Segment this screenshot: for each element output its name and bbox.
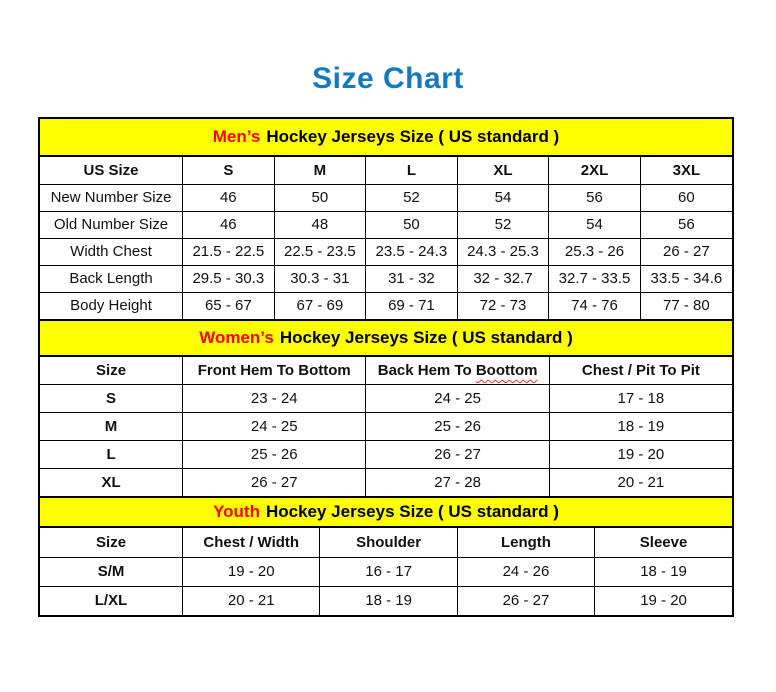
table-cell: 54 (549, 211, 641, 238)
table-cell: 46 (183, 184, 275, 211)
column-header: Sleeve (595, 528, 732, 557)
column-header: Size (40, 357, 183, 385)
mens-header-highlight: Men’s (212, 127, 261, 146)
table-cell: 27 - 28 (366, 469, 549, 497)
table-cell: 33.5 - 34.6 (640, 265, 732, 292)
table-cell: 26 - 27 (457, 586, 594, 615)
table-cell: 52 (457, 211, 549, 238)
table-cell: 72 - 73 (457, 292, 549, 319)
table-cell: 25 - 26 (366, 413, 549, 441)
column-header: US Size (40, 157, 183, 184)
table-cell: 21.5 - 22.5 (183, 238, 275, 265)
womens-section-header (40, 320, 732, 357)
mens-section-header (40, 119, 732, 157)
table-cell: 18 - 19 (595, 557, 732, 586)
table-cell: 18 - 19 (320, 586, 457, 615)
table-cell: 60 (640, 184, 732, 211)
mens-header-row (40, 157, 732, 184)
column-header: Chest / Pit To Pit (549, 357, 732, 385)
column-header: Size (40, 528, 183, 557)
column-header: M (274, 157, 366, 184)
womens-header-text: Hockey Jerseys Size ( US standard ) (279, 327, 573, 347)
table-cell: 20 - 21 (183, 586, 320, 615)
table-row (40, 385, 732, 413)
column-header: Shoulder (320, 528, 457, 557)
column-header-prefix: Back Hem To (377, 361, 476, 379)
youth-header-text: Hockey Jerseys Size ( US standard ) (265, 502, 559, 521)
page-title: Size Chart (312, 62, 464, 95)
table-cell: 52 (366, 184, 458, 211)
row-label: Back Length (40, 265, 183, 292)
column-header: L (366, 157, 458, 184)
table-cell: 23.5 - 24.3 (366, 238, 458, 265)
table-cell: 30.3 - 31 (274, 265, 366, 292)
column-header-misspelled (366, 357, 549, 385)
table-row (40, 557, 732, 586)
table-cell: 17 - 18 (549, 385, 732, 413)
row-label: S (40, 385, 183, 413)
youth-header-highlight: Youth (213, 502, 260, 521)
youth-section-header (40, 497, 732, 528)
table-cell: 32 - 32.7 (457, 265, 549, 292)
table-cell: 48 (274, 211, 366, 238)
row-label: Width Chest (40, 238, 183, 265)
column-header: Length (457, 528, 594, 557)
table-cell: 24 - 25 (183, 413, 366, 441)
column-header: XL (457, 157, 549, 184)
table-cell: 56 (640, 211, 732, 238)
row-label: Body Height (40, 292, 183, 319)
table-cell: 19 - 20 (595, 586, 732, 615)
table-cell: 67 - 69 (274, 292, 366, 319)
table-cell: 24.3 - 25.3 (457, 238, 549, 265)
column-header: Front Hem To Bottom (183, 357, 366, 385)
spellcheck-flagged-word: Boottom (475, 361, 538, 379)
table-row (40, 238, 732, 265)
womens-size-table (40, 357, 732, 498)
table-cell: 16 - 17 (320, 557, 457, 586)
table-row (40, 413, 732, 441)
mens-header-text: Hockey Jerseys Size ( US standard ) (266, 127, 560, 146)
table-cell: 26 - 27 (183, 469, 366, 497)
table-cell: 77 - 80 (640, 292, 732, 319)
womens-header-highlight: Women’s (199, 327, 274, 347)
row-label: XL (40, 469, 183, 497)
table-cell: 46 (183, 211, 275, 238)
table-cell: 74 - 76 (549, 292, 641, 319)
row-label: L (40, 441, 183, 469)
column-header: S (183, 157, 275, 184)
table-row (40, 292, 732, 319)
table-cell: 19 - 20 (549, 441, 732, 469)
table-row (40, 265, 732, 292)
table-row (40, 469, 732, 497)
table-row (40, 211, 732, 238)
table-cell: 50 (366, 211, 458, 238)
table-cell: 25.3 - 26 (549, 238, 641, 265)
table-cell: 54 (457, 184, 549, 211)
table-row (40, 441, 732, 469)
womens-header-row (40, 357, 732, 385)
table-cell: 19 - 20 (183, 557, 320, 586)
column-header: 2XL (549, 157, 641, 184)
table-cell: 18 - 19 (549, 413, 732, 441)
table-cell: 24 - 26 (457, 557, 594, 586)
table-cell: 25 - 26 (183, 441, 366, 469)
table-cell: 31 - 32 (366, 265, 458, 292)
table-cell: 26 - 27 (640, 238, 732, 265)
column-header: 3XL (640, 157, 732, 184)
table-cell: 22.5 - 23.5 (274, 238, 366, 265)
column-header: Chest / Width (183, 528, 320, 557)
row-label: M (40, 413, 183, 441)
table-cell: 50 (274, 184, 366, 211)
table-row (40, 184, 732, 211)
table-cell: 24 - 25 (366, 385, 549, 413)
table-cell: 26 - 27 (366, 441, 549, 469)
youth-size-table (40, 528, 732, 615)
row-label: L/XL (40, 586, 183, 615)
table-cell: 32.7 - 33.5 (549, 265, 641, 292)
table-cell: 56 (549, 184, 641, 211)
table-cell: 23 - 24 (183, 385, 366, 413)
row-label: Old Number Size (40, 211, 183, 238)
table-cell: 20 - 21 (549, 469, 732, 497)
table-cell: 29.5 - 30.3 (183, 265, 275, 292)
youth-header-row (40, 528, 732, 557)
table-row (40, 586, 732, 615)
table-cell: 65 - 67 (183, 292, 275, 319)
size-chart (38, 117, 734, 617)
mens-size-table (40, 157, 732, 320)
table-cell: 69 - 71 (366, 292, 458, 319)
row-label: New Number Size (40, 184, 183, 211)
row-label: S/M (40, 557, 183, 586)
